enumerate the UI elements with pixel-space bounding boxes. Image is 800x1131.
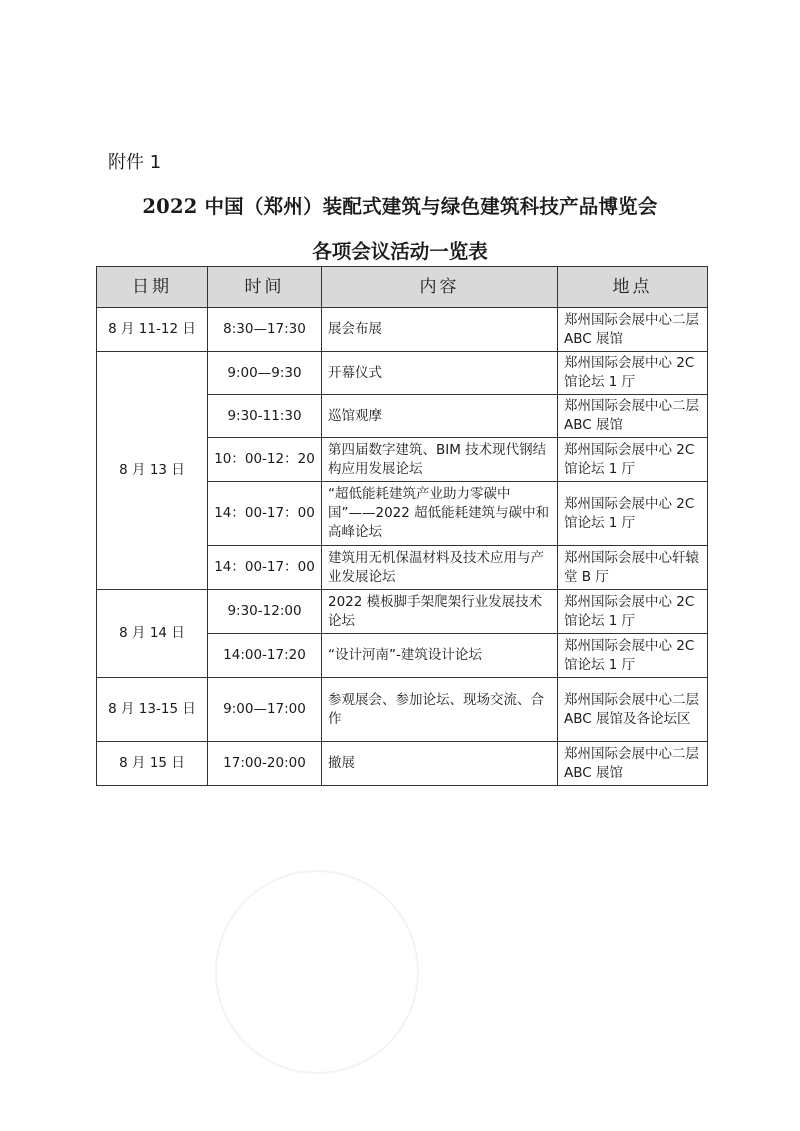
cell-content: 展会布展 <box>322 308 558 352</box>
cell-time: 10：00-12：20 <box>208 438 322 482</box>
table-row <box>97 742 708 786</box>
cell-location: 郑州国际会展中心 2C 馆论坛 1 厅 <box>558 438 708 482</box>
header-content: 内容 <box>322 267 558 308</box>
table-header <box>97 267 708 308</box>
cell-location: 郑州国际会展中心二层 ABC 展馆 <box>558 395 708 438</box>
cell-date: 8 月 14 日 <box>97 590 208 678</box>
faint-seal-stamp <box>215 870 419 1074</box>
cell-time: 9:30-11:30 <box>208 395 322 438</box>
cell-location: 郑州国际会展中心二层 ABC 展馆及各论坛区 <box>558 678 708 742</box>
cell-location: 郑州国际会展中心轩辕堂 B 厅 <box>558 546 708 590</box>
annex-label: 附件 1 <box>108 152 162 173</box>
schedule-table <box>96 266 708 786</box>
cell-location: 郑州国际会展中心 2C 馆论坛 1 厅 <box>558 590 708 634</box>
cell-content: 参观展会、参加论坛、现场交流、合作 <box>322 678 558 742</box>
cell-time: 9:30-12:00 <box>208 590 322 634</box>
cell-location: 郑州国际会展中心 2C 馆论坛 1 厅 <box>558 352 708 395</box>
cell-time: 8:30—17:30 <box>208 308 322 352</box>
cell-time: 17:00-20:00 <box>208 742 322 786</box>
cell-time: 9:00—17:00 <box>208 678 322 742</box>
table-row <box>97 352 708 395</box>
cell-content: 撤展 <box>322 742 558 786</box>
cell-content: 2022 模板脚手架爬架行业发展技术论坛 <box>322 590 558 634</box>
cell-content: 开幕仪式 <box>322 352 558 395</box>
cell-content: 巡馆观摩 <box>322 395 558 438</box>
cell-location: 郑州国际会展中心二层 ABC 展馆 <box>558 308 708 352</box>
cell-date: 8 月 15 日 <box>97 742 208 786</box>
cell-content: “超低能耗建筑产业助力零碳中国”——2022 超低能耗建筑与碳中和高峰论坛 <box>322 482 558 546</box>
header-location: 地点 <box>558 267 708 308</box>
cell-location: 郑州国际会展中心 2C 馆论坛 1 厅 <box>558 482 708 546</box>
header-row <box>97 267 708 308</box>
table-row <box>97 678 708 742</box>
cell-location: 郑州国际会展中心二层 ABC 展馆 <box>558 742 708 786</box>
header-time: 时间 <box>208 267 322 308</box>
cell-time: 14：00-17：00 <box>208 546 322 590</box>
header-date: 日期 <box>97 267 208 308</box>
cell-date: 8 月 13-15 日 <box>97 678 208 742</box>
document-subtitle: 各项会议活动一览表 <box>312 240 488 263</box>
cell-content: 建筑用无机保温材料及技术应用与产业发展论坛 <box>322 546 558 590</box>
cell-date: 8 月 13 日 <box>97 352 208 590</box>
document-title: 2022 中国（郑州）装配式建筑与绿色建筑科技产品博览会 <box>142 195 658 218</box>
cell-time: 14：00-17：00 <box>208 482 322 546</box>
table-row <box>97 308 708 352</box>
cell-content: “设计河南”-建筑设计论坛 <box>322 634 558 678</box>
cell-time: 14:00-17:20 <box>208 634 322 678</box>
cell-time: 9:00—9:30 <box>208 352 322 395</box>
cell-date: 8 月 11-12 日 <box>97 308 208 352</box>
table-row <box>97 590 708 634</box>
cell-content: 第四届数字建筑、BIM 技术现代钢结构应用发展论坛 <box>322 438 558 482</box>
table-body <box>97 308 708 786</box>
cell-location: 郑州国际会展中心 2C 馆论坛 1 厅 <box>558 634 708 678</box>
